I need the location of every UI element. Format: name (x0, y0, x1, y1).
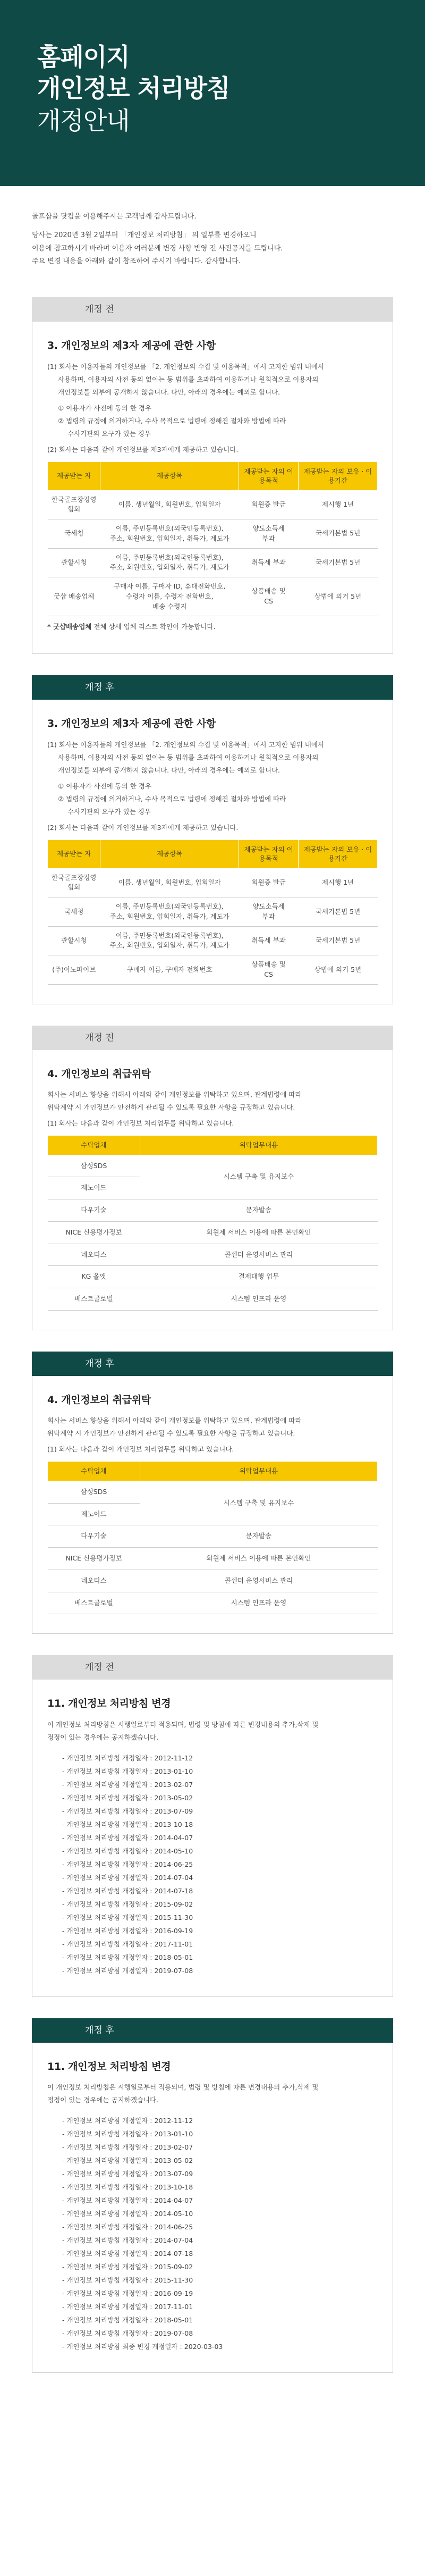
revision-item (62, 1805, 378, 1818)
revision-date: 2012-11-12 (154, 1753, 193, 1762)
revision-date: 2014-05-10 (154, 1847, 193, 1855)
revision-prefix: - 개인정보 처리방침 개정일자 : (62, 1753, 155, 1762)
table-cell: 국세청 (48, 519, 100, 549)
page-title (37, 41, 388, 104)
table-cell: 국세청 (48, 897, 100, 927)
revision-date: 2019-07-08 (154, 2329, 193, 2338)
table-cell: 제노이드 (48, 1177, 140, 1199)
revision-date: 2013-10-18 (154, 1820, 193, 1828)
revision-prefix: - 개인정보 처리방침 개정일자 : (62, 2117, 155, 2125)
revision-item (62, 1911, 378, 1924)
revision-item (62, 1831, 378, 1844)
revision-item (62, 1937, 378, 1951)
sec3-before (32, 297, 393, 654)
table-cell: 콜센터 운영서비스 관리 (140, 1570, 377, 1592)
revision-prefix: - 개인정보 처리방침 개정일자 : (62, 1953, 155, 1961)
revision-prefix: - 개인정보 처리방침 개정일자 : (62, 2263, 155, 2271)
table-row (48, 548, 378, 577)
paragraph: 이 개인정보 처리방침은 시행일로부터 적용되며, 법령 및 방침에 따른 변경내용의 추가,삭제 및 (47, 2083, 319, 2092)
page-header (0, 0, 425, 186)
sec4-after (32, 1352, 393, 1634)
label-after: 개정 후 (32, 675, 393, 700)
revision-prefix: - 개인정보 처리방침 개정일자 : (62, 1873, 155, 1882)
table-cell: 한국골프장경영협회 (48, 868, 100, 897)
revision-prefix: - 개인정보 처리방침 개정일자 : (62, 2329, 155, 2338)
table-cell: 문자발송 (140, 1525, 377, 1548)
revision-item (62, 2167, 378, 2180)
revision-item (62, 1871, 378, 1884)
revision-date: 2014-07-18 (154, 2250, 193, 2258)
revision-date: 2013-02-07 (154, 1780, 193, 1789)
table-cell: 취득세 부과 (239, 548, 299, 577)
revision-date: 2014-06-25 (154, 1860, 193, 1868)
col-header: 제공받는 자의 이용목적 (239, 840, 299, 868)
revision-prefix: - 개인정보 처리방침 개정일자 : (62, 2183, 155, 2192)
list-item: ② 법령의 규정에 의거하거나, 수사 목적으로 법령에 정해진 절차와 방법에 따라 (58, 416, 286, 425)
revision-date: 2014-07-04 (154, 1873, 193, 1882)
revision-date: 2015-09-02 (154, 2263, 193, 2271)
revision-item (62, 2220, 378, 2234)
table-cell: 베스트굴로벌 (48, 1592, 140, 1614)
table-cell: 이름, 생년월일, 회원번호, 입회일자 (100, 868, 239, 897)
table-cell: 구매자 이름, 구매자 전화번호 (100, 955, 239, 985)
revision-item (62, 2260, 378, 2273)
revision-prefix: - 개인정보 처리방침 개정일자 : (62, 2303, 155, 2311)
col-header: 위탁업무내용 (140, 1462, 377, 1481)
note-bold-link[interactable]: * 굿샵배송업체 (47, 623, 92, 631)
col-header: 제공항목 (100, 462, 239, 490)
table-row (48, 1481, 378, 1503)
revision-prefix: - 개인정보 처리방침 개정일자 : (62, 2210, 155, 2218)
revision-item (62, 2207, 378, 2220)
paragraph: 사용하며, 이용자의 사전 동의 없이는 동 범위를 초과하여 이용하거나 원칙적으로 이용자의 (58, 375, 319, 383)
label-before: 개정 전 (32, 297, 393, 322)
revision-date: 2016-09-19 (154, 2289, 193, 2298)
title-line-1: 홈페이지 (37, 43, 130, 71)
section-heading: 3. 개인정보의 제3자 제공에 관한 사항 (47, 340, 216, 352)
table-cell: 양도소득세 부과 (239, 519, 299, 549)
revision-item (62, 1964, 378, 1977)
sec3-before-box (32, 322, 393, 654)
revision-history-list (47, 1751, 378, 1977)
section-heading: 11. 개인정보 처리방침 변경 (47, 1698, 171, 1710)
revision-prefix: - 개인정보 처리방침 개정일자 : (62, 2143, 155, 2152)
table-note (47, 622, 378, 632)
table-cell: 삼성SDS (48, 1481, 140, 1503)
table-cell: 회원제 서비스 이용에 따른 본인확인 (140, 1548, 377, 1570)
revision-prefix: - 개인정보 처리방침 개정일자 : (62, 1833, 155, 1842)
table-cell: 양도소득세 부과 (239, 897, 299, 927)
paragraph: 회사는 서비스 향상을 위해서 아래와 같이 개인정보를 위탁하고 있으며, 관계법령에 따라 (47, 1416, 302, 1425)
table-cell: 상품배송 및 CS (239, 577, 299, 616)
table-cell: 취득세 부과 (239, 926, 299, 955)
revision-date: 2013-02-07 (154, 2143, 193, 2152)
revision-prefix: - 개인정보 처리방침 개정일자 : (62, 2250, 155, 2258)
sec11-before-box (32, 1680, 393, 1996)
revision-prefix: - 개인정보 처리방침 개정일자 : (62, 1767, 155, 1775)
paragraph: 이 개인정보 처리방침은 시행일로부터 적용되며, 법령 및 방침에 따른 변경내용의 추가,삭제 및 (47, 1720, 319, 1728)
revision-date: 2014-06-25 (154, 2223, 193, 2231)
revision-item (62, 2141, 378, 2154)
revision-final (47, 2340, 378, 2353)
revision-date: 2014-05-10 (154, 2210, 193, 2218)
table-cell: 시스템 구축 및 유지보수 (140, 1155, 377, 1199)
label-after: 개정 후 (32, 2018, 393, 2043)
paragraph: (1) 회사는 다음과 같이 개인정보 처리업무를 위탁하고 있습니다. (47, 1119, 234, 1128)
revision-prefix: - 개인정보 처리방침 개정일자 : (62, 2276, 155, 2285)
paragraph: 개인정보를 외부에 공개하지 않습니다. 다만, 아래의 경우에는 예외로 합니다. (58, 388, 280, 396)
section-heading: 4. 개인정보의 취급위탁 (47, 1068, 151, 1080)
table-cell: 베스트굴로벌 (48, 1288, 140, 1311)
table-cell: 한국골프장경영협회 (48, 490, 100, 519)
revision-item (62, 2154, 378, 2167)
revision-date: 2014-04-07 (154, 2196, 193, 2205)
table-cell: KG 올앳 (48, 1266, 140, 1288)
revision-date: 2018-05-01 (154, 2316, 193, 2325)
revision-date: 2014-07-18 (154, 1886, 193, 1895)
table-row (48, 1199, 378, 1222)
revision-prefix: - 개인정보 처리방침 개정일자 : (62, 1820, 155, 1828)
label-after: 개정 후 (32, 1352, 393, 1376)
revision-item (62, 2114, 378, 2127)
paragraph: (2) 회사는 다음과 같이 개인정보를 제3자에게 제공하고 있습니다. (47, 445, 239, 454)
table-cell: 국세기본법 5년 (298, 926, 377, 955)
sec11-after (32, 2018, 393, 2373)
paragraph: 정정이 있는 경우에는 공지하겠습니다. (47, 2096, 159, 2104)
label-before: 개정 전 (32, 1026, 393, 1050)
section-heading: 4. 개인정보의 취급위탁 (47, 1394, 151, 1406)
table-cell: 상품배송 및 CS (239, 955, 299, 985)
table-row (48, 926, 378, 955)
table-cell: NICE 신용평가정보 (48, 1221, 140, 1244)
revision-prefix: - 개인정보 처리방침 개정일자 : (62, 1807, 155, 1815)
table-cell: 콜센터 운영서비스 관리 (140, 1244, 377, 1266)
revision-date: 2012-11-12 (154, 2117, 193, 2125)
revision-prefix: - 개인정보 처리방침 개정일자 : (62, 2157, 155, 2165)
table-cell: 이름, 주민등록번호(외국인등록번호), 주소, 회원번호, 입회일자, 취득가, 계도가 (100, 519, 239, 549)
col-header: 제공받는 자 (48, 462, 100, 490)
sec11-before (32, 1655, 393, 1996)
revision-prefix: - 개인정보 처리방침 개정일자 : (62, 1886, 155, 1895)
revision-date: 2013-01-10 (154, 1767, 193, 1775)
table-row (48, 1548, 378, 1570)
table-cell: 국세기본법 5년 (298, 548, 377, 577)
revision-prefix: - 개인정보 처리방침 개정일자 : (62, 1926, 155, 1935)
revision-item (62, 1951, 378, 1964)
revision-date: 2017-11-01 (154, 2303, 193, 2311)
table-cell: 국세기본법 5년 (298, 519, 377, 549)
revision-history-list (47, 2114, 378, 2340)
revision-item (62, 2194, 378, 2207)
table-cell: 제시행 1년 (298, 868, 377, 897)
table-cell: 문자발송 (140, 1199, 377, 1222)
table-cell: 굿샵 배송업체 (48, 577, 100, 616)
col-header: 위탁업무내용 (140, 1136, 377, 1155)
table-cell: (주)이노파이브 (48, 955, 100, 985)
revision-item (62, 2127, 378, 2141)
section-heading: 11. 개인정보 처리방침 변경 (47, 2060, 171, 2072)
table-cell: 결제대행 업무 (140, 1266, 377, 1288)
table-row (48, 490, 378, 519)
paragraph: 사용하며, 이용자의 사전 동의 없이는 동 범위를 초과하여 이용하거나 원칙적으로 이용자의 (58, 753, 319, 761)
table-row (48, 1570, 378, 1592)
revision-item (62, 1898, 378, 1911)
revision-item (62, 2247, 378, 2260)
revision-prefix: - 개인정보 처리방침 개정일자 : (62, 2196, 155, 2205)
table-cell: 이름, 생년월일, 회원번호, 입회일자 (100, 490, 239, 519)
revision-prefix: - 개인정보 처리방침 개정일자 : (62, 2236, 155, 2245)
revision-prefix: - 개인정보 처리방침 개정일자 : (62, 1847, 155, 1855)
table-cell: 관할시청 (48, 548, 100, 577)
intro-greeting: 골프샵을 닷컴을 이용해주시는 고객님께 감사드립니다. (32, 213, 197, 221)
table-cell: 시스템 인프라 운영 (140, 1592, 377, 1614)
table-cell: 관할시청 (48, 926, 100, 955)
table-cell: 제노이드 (48, 1503, 140, 1525)
revision-item (62, 1778, 378, 1791)
table-cell: 삼성SDS (48, 1155, 140, 1177)
page-subtitle: 개정안내 (37, 106, 130, 135)
revision-date: 2017-11-01 (154, 1940, 193, 1948)
list-item: 수사기관의 요구가 있는 경우 (67, 807, 151, 816)
third-party-table (47, 462, 378, 617)
paragraph: (1) 회사는 이용자들의 개인정보를 「2. 개인정보의 수집 및 이용목적」에서 고지한 범위 내에서 (47, 740, 324, 749)
paragraph: 위탁계약 시 개인정보가 안전하게 관리될 수 있도록 필요한 사항을 규정하고 있습니다. (47, 1429, 295, 1438)
table-cell: 이름, 주민등록번호(외국인등록번호), 주소, 회원번호, 입회일자, 취득가, 계도가 (100, 548, 239, 577)
revision-item (62, 2273, 378, 2287)
revision-item (62, 2234, 378, 2247)
revision-prefix: - 개인정보 처리방침 개정일자 : (62, 1900, 155, 1908)
revision-item (62, 1844, 378, 1858)
paragraph: 회사는 서비스 향상을 위해서 아래와 같이 개인정보를 위탁하고 있으며, 관계법령에 따라 (47, 1090, 302, 1099)
section-heading: 3. 개인정보의 제3자 제공에 관한 사항 (47, 718, 216, 730)
list-item: ① 이용자가 사전에 동의 한 경우 (58, 404, 151, 412)
revision-item (62, 1884, 378, 1898)
table-cell: 이름, 주민등록번호(외국인등록번호), 주소, 회원번호, 입회일자, 취득가, 계도가 (100, 926, 239, 955)
paragraph: 개인정보를 외부에 공개하지 않습니다. 다만, 아래의 경우에는 예외로 합니다. (58, 766, 280, 774)
table-cell: 네오티스 (48, 1244, 140, 1266)
intro-line: 당사는 2020년 3월 2일부터 「개인정보 처리방침」 의 일부를 변경하오니 (32, 231, 257, 239)
table-cell: 네오티스 (48, 1570, 140, 1592)
table-row (48, 1288, 378, 1311)
col-header: 제공받는 자의 이용목적 (239, 462, 299, 490)
revision-date: 2013-01-10 (154, 2130, 193, 2138)
revision-date: 2019-07-08 (154, 1966, 193, 1975)
revision-date: 2016-09-19 (154, 1926, 193, 1935)
revision-item (62, 1765, 378, 1778)
col-header: 제공받는 자 (48, 840, 100, 868)
intro (0, 186, 425, 276)
sec4-before-box (32, 1050, 393, 1330)
table-cell: 다우기술 (48, 1525, 140, 1548)
revision-prefix: - 개인정보 처리방침 개정일자 : (62, 1966, 155, 1975)
intro-line: 주요 변경 내용을 아래와 같이 참조하여 주시기 바랍니다. 감사합니다. (32, 257, 241, 266)
table-cell: 회원제 서비스 이용에 따른 본인확인 (140, 1221, 377, 1244)
revision-date: 2014-04-07 (154, 1833, 193, 1842)
revision-item (62, 2313, 378, 2327)
revision-prefix: - 개인정보 처리방침 개정일자 : (62, 2289, 155, 2298)
revision-item (62, 2300, 378, 2313)
sec3-after (32, 675, 393, 1004)
revision-prefix: - 개인정보 처리방침 개정일자 : (62, 1793, 155, 1802)
paragraph: (1) 회사는 다음과 같이 개인정보 처리업무를 위탁하고 있습니다. (47, 1445, 234, 1454)
table-cell: 시스템 인프라 운영 (140, 1288, 377, 1311)
table-row (48, 1592, 378, 1614)
table-cell: NICE 신용평가정보 (48, 1548, 140, 1570)
outsourcing-table (47, 1135, 378, 1311)
revision-date: 2015-09-02 (154, 1900, 193, 1908)
table-row (48, 868, 378, 897)
paragraph: (1) 회사는 이용자들의 개인정보를 「2. 개인정보의 수집 및 이용목적」에서 고지한 범위 내에서 (47, 362, 324, 371)
list-item: 수사기관의 요구가 있는 경우 (67, 429, 151, 438)
col-header: 수탁업체 (48, 1462, 140, 1481)
revision-prefix: - 개인정보 처리방침 개정일자 : (62, 1913, 155, 1921)
intro-line: 이용에 참고하시기 바라며 이용자 여러분께 변경 사항 반영 전 사전공지를 드립니다. (32, 244, 283, 253)
table-row (48, 1244, 378, 1266)
title-line-2: 개인정보 처리방침 (37, 73, 230, 103)
revision-date: 2015-11-30 (154, 1913, 193, 1921)
sec3-after-box (32, 700, 393, 1004)
revision-date: 2013-10-18 (154, 2183, 193, 2192)
table-cell: 이름, 주민등록번호(외국인등록번호), 주소, 회원번호, 입회일자, 취득가, 계도가 (100, 897, 239, 927)
col-header: 제공받는 자의 보유 · 이용기간 (298, 840, 377, 868)
revision-item (62, 2180, 378, 2194)
label-before: 개정 전 (32, 1655, 393, 1680)
revision-prefix: - 개인정보 처리방침 개정일자 : (62, 2316, 155, 2325)
table-cell: 다우기술 (48, 1199, 140, 1222)
revision-item (62, 1924, 378, 1937)
revision-item (62, 2287, 378, 2300)
revision-date: 2013-07-09 (154, 2170, 193, 2178)
paragraph: 위탁계약 시 개인정보가 안전하게 관리될 수 있도록 필요한 사항을 규정하고 있습니다. (47, 1103, 295, 1112)
revision-prefix: - 개인정보 처리방침 개정일자 : (62, 2130, 155, 2138)
revision-item (62, 2327, 378, 2340)
table-cell: 상법에 의거 5년 (298, 577, 377, 616)
revision-prefix: - 개인정보 처리방침 개정일자 : (62, 2170, 155, 2178)
revision-prefix: - 개인정보 처리방침 개정일자 : (62, 2223, 155, 2231)
table-row (48, 897, 378, 927)
table-row (48, 1525, 378, 1548)
paragraph: (2) 회사는 다음과 같이 개인정보를 제3자에게 제공하고 있습니다. (47, 823, 239, 832)
col-header: 제공항목 (100, 840, 239, 868)
revision-date: 2018-05-01 (154, 1953, 193, 1961)
table-cell: 제시행 1년 (298, 490, 377, 519)
revision-item (62, 1791, 378, 1805)
table-row (48, 1266, 378, 1288)
revision-item (62, 1818, 378, 1831)
table-cell: 시스템 구축 및 유지보수 (140, 1481, 377, 1525)
table-cell: 구매자 이름, 구매자 ID, 휴대전화번호, 수령자 이름, 수령자 전화번호, 배송 수령지 (100, 577, 239, 616)
sec4-after-box (32, 1376, 393, 1634)
col-header: 수탁업체 (48, 1136, 140, 1155)
revision-item (62, 1751, 378, 1765)
table-row (48, 1221, 378, 1244)
revision-date: 2014-07-04 (154, 2236, 193, 2245)
table-cell: 상법에 의거 5년 (298, 955, 377, 985)
third-party-table (47, 840, 378, 985)
sec4-before (32, 1026, 393, 1330)
revision-item (62, 1858, 378, 1871)
table-row (48, 1155, 378, 1177)
table-cell: 국세기본법 5년 (298, 897, 377, 927)
revision-prefix: - 개인정보 처리방침 개정일자 : (62, 1940, 155, 1948)
table-row (48, 955, 378, 985)
list-item: ① 이용자가 사전에 동의 한 경우 (58, 782, 151, 790)
outsourcing-table (47, 1461, 378, 1614)
revision-prefix: - 개인정보 처리방침 개정일자 : (62, 1780, 155, 1789)
revision-final-item: - 개인정보 처리방침 최종 변경 개정일자 : 2020-03-03 (62, 2343, 223, 2351)
sec11-after-box (32, 2043, 393, 2373)
table-row (48, 519, 378, 549)
list-item: ② 법령의 규정에 의거하거나, 수사 목적으로 법령에 정해진 절차와 방법에 따라 (58, 794, 286, 803)
table-row (48, 577, 378, 616)
note-text: 전체 상세 업체 리스트 확인이 가능합니다. (91, 623, 216, 631)
paragraph: 정정이 있는 경우에는 공지하겠습니다. (47, 1733, 159, 1741)
revision-prefix: - 개인정보 처리방침 개정일자 : (62, 1860, 155, 1868)
revision-date: 2013-07-09 (154, 1807, 193, 1815)
revision-date: 2013-05-02 (154, 1793, 193, 1802)
revision-date: 2015-11-30 (154, 2276, 193, 2285)
table-cell: 회원증 발급 (239, 868, 299, 897)
table-cell: 회원증 발급 (239, 490, 299, 519)
revision-date: 2013-05-02 (154, 2157, 193, 2165)
col-header: 제공받는 자의 보유 · 이용기간 (298, 462, 377, 490)
